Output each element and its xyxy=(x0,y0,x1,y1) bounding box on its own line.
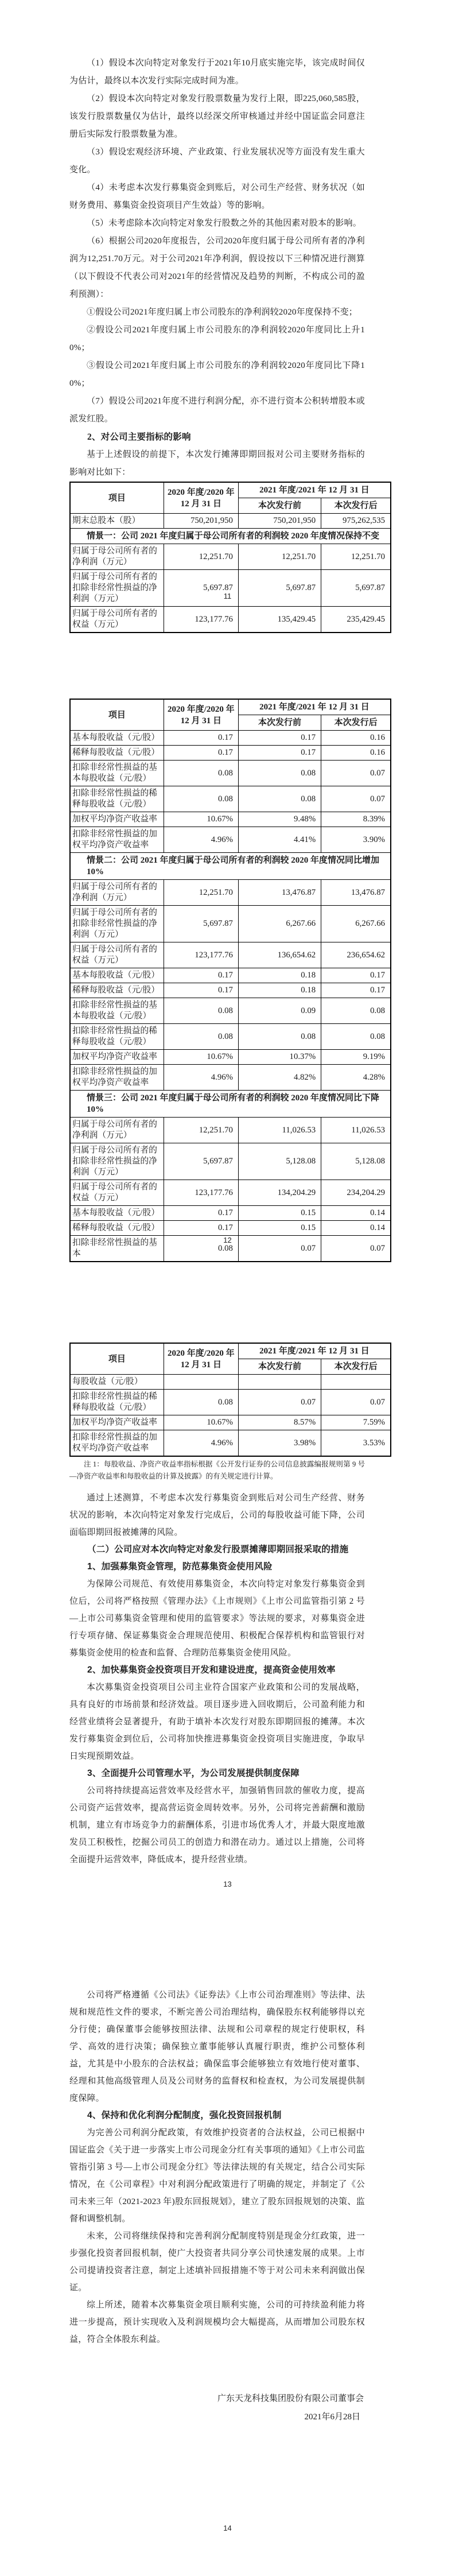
row-value: 123,177.76 xyxy=(164,942,238,968)
row-value: 12,251.70 xyxy=(238,544,321,570)
row-value: 13,476.87 xyxy=(238,880,321,906)
row-label: 基本每股收益（元/股） xyxy=(70,731,164,746)
row-value xyxy=(238,1375,321,1390)
row-value: 0.08 xyxy=(321,998,391,1024)
row-value: 0.17 xyxy=(164,1221,238,1236)
table-row xyxy=(70,812,391,827)
body-paragraph: （2）假设本次向特定对象发行股票数量为发行上限，即225,060,585股，该发行股票数量仅为估计，最终以经深交所审核通过并经中国证监会同意注册后实际发行股票数量为准。 xyxy=(69,94,365,139)
table-row xyxy=(70,544,391,570)
row-value: 0.18 xyxy=(238,983,321,998)
scenario-label: 情景二：公司 2021 年度归属于母公司所有者的利润较 2020 年度情况同比增加 10% xyxy=(70,853,391,880)
table-header-item: 项目 xyxy=(70,1343,164,1375)
table-header-before-issue: 本次发行前 xyxy=(238,498,321,514)
financial-indicators-table xyxy=(69,482,391,633)
row-label: 归属于母公司所有者的净利润（万元） xyxy=(70,1118,164,1143)
body-paragraph: 为完善公司利润分配政策，有效维护投资者的合法权益，公司已根据中国证监会《关于进一步落实上市公司现金分红有关事项的通知》《上市公司监管指引第 3 号—上市公司现金分红》等法律法规的有关规定，结合公司实际情况，在《公司章程》中对利润分配政策进行了明确的规定，并制定了《公司未来三年（2021-2023 年)股东回报规划》，建立了股东回报规划的决策、监督和调整机制。 xyxy=(69,2128,365,2224)
row-value: 7.59% xyxy=(321,1415,391,1430)
row-label: 稀释每股收益（元/股） xyxy=(70,746,164,761)
row-value: 8.39% xyxy=(321,812,391,827)
table-header-row xyxy=(70,699,391,715)
table-scenario-row xyxy=(70,529,391,544)
row-value: 0.08 xyxy=(321,1024,391,1050)
row-value: 0.07 xyxy=(238,1236,321,1262)
row-value: 5,697.87 xyxy=(164,906,238,942)
row-value: 234,204.29 xyxy=(321,1180,391,1206)
row-value: 4.41% xyxy=(238,827,321,853)
row-value: 12,251.70 xyxy=(164,1118,238,1143)
page-13 xyxy=(0,1288,455,1932)
row-value: 9.48% xyxy=(238,812,321,827)
table-header-2020: 2020 年度/2020 年 12 月 31 日 xyxy=(164,699,238,731)
table-header-after-issue: 本次发行后 xyxy=(321,1359,391,1375)
body-paragraph: 为保障公司规范、有效使用募集资金，本次向特定对象发行募集资金到位后，公司将严格按照《管理办法》《上市规则》《上市公司监管指引第 2 号—上市公司募集资金管理和使用的监管要求》等法规的要求，对募集资金进行专项存储、保证募集资金合理规范使用、积极配合保荐机构和监管银行对募集资金使用的检查和监督、合理防范募集资金使用风险。 xyxy=(69,1580,365,1658)
row-value: 136,654.62 xyxy=(238,942,321,968)
row-value: 3.90% xyxy=(321,827,391,853)
row-label: 稀释每股收益（元/股） xyxy=(70,1221,164,1236)
row-value: 6,267.66 xyxy=(321,906,391,942)
body-paragraph: ②假设公司2021年度归属上市公司股东的净利润较2020年度同比上升10%； xyxy=(69,325,365,352)
table-row xyxy=(70,1415,391,1430)
row-label: 归属于母公司所有者的扣除非经常性损益的净利润（万元） xyxy=(70,1143,164,1180)
table-row xyxy=(70,1375,391,1390)
table-row xyxy=(70,827,391,853)
row-value: 3.53% xyxy=(321,1430,391,1457)
row-value: 13,476.87 xyxy=(321,880,391,906)
body-paragraph: （1）假设本次向特定对象发行于2021年10月底实施完毕，该完成时间仅为估计，最终以本次发行实际完成时间为准。 xyxy=(69,59,365,86)
row-value: 0.08 xyxy=(164,1390,238,1415)
row-value: 8.57% xyxy=(238,1415,321,1430)
row-value: 4.96% xyxy=(164,1065,238,1091)
body-paragraph: 未来，公司将继续保持和完善利润分配制度特别是现金分红政策，进一步强化投资者回报机制，使广大投资者共同分享公司快速发展的成果。上市公司提请投资者注意，制定上述填补回报措施不等于对公司未来利润做出保证。 xyxy=(69,2232,365,2292)
page-12 xyxy=(0,644,455,1288)
table-header-after-issue: 本次发行后 xyxy=(321,715,391,731)
row-value: 0.17 xyxy=(321,983,391,998)
table-scenario-row xyxy=(70,1091,391,1118)
row-label: 稀释每股收益（元/股） xyxy=(70,983,164,998)
body-paragraph: ③假设公司2021年度归属上市公司股东的净利润较2020年度同比下降10%； xyxy=(69,361,365,388)
row-value: 5,128.08 xyxy=(321,1143,391,1180)
row-value xyxy=(321,1375,391,1390)
row-value: 0.16 xyxy=(321,731,391,746)
section-heading: 2、对公司主要指标的影响 xyxy=(87,432,191,442)
row-value: 0.17 xyxy=(321,968,391,983)
row-value: 10.67% xyxy=(164,1415,238,1430)
row-value: 0.08 xyxy=(238,761,321,786)
row-value: 5,697.87 xyxy=(238,570,321,607)
table-row xyxy=(70,942,391,968)
row-value: 0.15 xyxy=(238,1206,321,1221)
table-header-row xyxy=(70,1343,391,1359)
row-value: 10.67% xyxy=(164,1050,238,1065)
row-value: 123,177.76 xyxy=(164,1180,238,1206)
row-label: 基本每股收益（元/股） xyxy=(70,1206,164,1221)
row-value: 6,267.66 xyxy=(238,906,321,942)
row-value: 0.07 xyxy=(321,1390,391,1415)
page-11 xyxy=(0,0,455,644)
section-heading: 2、加快募集资金投资项目开发和建设进度，提高资金使用效率 xyxy=(87,1665,336,1675)
body-paragraph: 基于上述假设的前提下，本次发行摊薄即期回报对公司主要财务指标的影响对比如下： xyxy=(69,450,365,477)
page-number: 12 xyxy=(223,1236,232,1244)
table-row xyxy=(70,786,391,812)
page-number: 13 xyxy=(223,1880,232,1888)
row-label: 加权平均净资产收益率 xyxy=(70,1050,164,1065)
table-row xyxy=(70,1430,391,1457)
row-value: 0.17 xyxy=(238,746,321,761)
row-value: 0.07 xyxy=(321,1236,391,1262)
table-row xyxy=(70,570,391,607)
row-value: 750,201,950 xyxy=(164,514,238,529)
row-value: 0.07 xyxy=(321,786,391,812)
row-value: 10.67% xyxy=(164,812,238,827)
table-scenario-row xyxy=(70,853,391,880)
table-row xyxy=(70,906,391,942)
table-header-item: 项目 xyxy=(70,482,164,514)
row-value: 11,026.53 xyxy=(238,1118,321,1143)
table-row xyxy=(70,1118,391,1143)
table-row xyxy=(70,607,391,633)
page-14 xyxy=(0,1932,455,2576)
row-value: 0.17 xyxy=(164,968,238,983)
section-heading: 3、全面提升公司管理水平，为公司发展提供制度保障 xyxy=(87,1768,300,1778)
body-paragraph: 公司将严格遵循《公司法》《证券法》《上市公司治理准则》等法律、法规和规范性文件的要求，不断完善公司治理结构，确保股东权利能够得以充分行使；确保董事会能够按照法律、法规和公司章程的规定行使职权，科学、高效的进行决策；确保独立董事能够认真履行职责，维护公司整体利益，尤其是中小股东的合法权益；确保监事会能够独立有效地行使对董事、经理和其他高级管理人员及公司财务的监督权和检查权，为公司发展提供制度保障。 xyxy=(69,1991,365,2103)
scenario-label: 情景三：公司 2021 年度归属于母公司所有者的利润较 2020 年度情况同比下降 10% xyxy=(70,1091,391,1118)
section-heading: （二）公司应对本次向特定对象发行股票摊薄即期回报采取的措施 xyxy=(87,1545,349,1554)
section-heading: 4、保持和优化利润分配制度，强化投资回报机制 xyxy=(87,2111,282,2120)
row-value: 4.96% xyxy=(164,1430,238,1457)
row-value: 0.08 xyxy=(164,761,238,786)
body-paragraph: 通过上述测算，不考虑本次发行募集资金到账后对公司生产经营、财务状况的影响，本次向特定对象发行完成后，公司的每股收益可能下降，公司面临即期回报被摊薄的风险。 xyxy=(69,1493,365,1537)
row-value: 5,128.08 xyxy=(238,1143,321,1180)
body-paragraph: 本次募集资金投资项目公司主业符合国家产业政策和公司的发展战略，具有良好的市场前景和经济效益。项目逐步进入回收期后，公司盈利能力和经营业绩将会显著提升，有助于填补本次发行对股东即期回报的摊薄。本次发行募集资金到位后，公司将加快推进募集资金投资项目实施进度，争取早日实现预期效益。 xyxy=(69,1683,365,1761)
row-value: 12,251.70 xyxy=(164,544,238,570)
table-row xyxy=(70,1180,391,1206)
row-value: 236,654.62 xyxy=(321,942,391,968)
row-value: 0.17 xyxy=(164,1206,238,1221)
row-label: 扣除非经常性损益的加权平均净资产收益率 xyxy=(70,1430,164,1457)
row-label: 加权平均净资产收益率 xyxy=(70,812,164,827)
page-number: 14 xyxy=(223,2524,232,2532)
body-paragraph: 综上所述，随着本次募集资金项目顺利实施，公司的可持续盈利能力将进一步提高，预计实现收入及利润规模均会大幅提高，从而增加公司股东权益，符合全体股东利益。 xyxy=(69,2300,365,2344)
row-label: 扣除非经常性损益的基本 xyxy=(70,1236,164,1262)
row-label: 扣除非经常性损益的稀释每股收益（元/股） xyxy=(70,786,164,812)
table-row xyxy=(70,1221,391,1236)
signature-date: 2021年6月28日 xyxy=(304,2412,360,2422)
row-label: 扣除非经常性损益的加权平均净资产收益率 xyxy=(70,827,164,853)
row-label: 期末总股本（股） xyxy=(70,514,164,529)
row-value: 0.08 xyxy=(164,1024,238,1050)
body-paragraph: 公司将持续提高运营效率及经营水平，加强销售回款的催收力度，提高公司资产运营效率，提高营运资金周转效率。另外，公司将完善薪酬和激励机制，建立有市场竞争力的薪酬体系，引进市场优秀人才，并最大限度地激发员工积极性，挖掘公司员工的创造力和潜在动力。通过以上措施，公司将全面提升运营效率，降低成本，提升经营业绩。 xyxy=(69,1786,365,1864)
table-row xyxy=(70,1050,391,1065)
row-label: 扣除非经常性损益的稀释每股收益（元/股） xyxy=(70,1024,164,1050)
row-label: 扣除非经常性损益的基本每股收益（元/股） xyxy=(70,761,164,786)
row-value: 11,026.53 xyxy=(321,1118,391,1143)
row-value: 4.28% xyxy=(321,1065,391,1091)
scenario-label: 情景一：公司 2021 年度归属于母公司所有者的利润较 2020 年度情况保持不变 xyxy=(70,529,391,544)
body-paragraph: （6）根据公司2020年度报告，公司2020年度归属于母公司所有者的净利润为12,251.70万元。对于公司2021年净利润，假设按以下三种情况进行测算（以下假设不代表公司对2021年的经营情况及趋势的判断，不构成公司的盈利预测）： xyxy=(69,236,365,299)
row-value: 0.18 xyxy=(238,968,321,983)
financial-indicators-table xyxy=(69,1343,391,1457)
row-label: 每股收益（元/股） xyxy=(70,1375,164,1390)
row-value: 12,251.70 xyxy=(164,880,238,906)
row-value: 975,262,535 xyxy=(321,514,391,529)
row-value xyxy=(164,1375,238,1390)
table-row xyxy=(70,746,391,761)
section-heading: 1、加强募集资金管理，防范募集资金使用风险 xyxy=(87,1562,273,1572)
row-value: 0.08 xyxy=(164,998,238,1024)
row-label: 归属于母公司所有者的净利润（万元） xyxy=(70,544,164,570)
body-paragraph: （4）未考虑本次发行募集资金到账后，对公司生产经营、财务状况（如财务费用、募集资金投资项目产生效益）等的影响。 xyxy=(69,183,365,210)
row-value: 135,429.45 xyxy=(238,607,321,633)
body-paragraph: ①假设公司2021年度归属上市公司股东的净利润较2020年度保持不变； xyxy=(87,308,358,317)
table-row xyxy=(70,731,391,746)
row-label: 归属于母公司所有者的扣除非经常性损益的净利润（万元） xyxy=(70,906,164,942)
row-value: 0.08 xyxy=(238,1024,321,1050)
row-value: 0.08 xyxy=(164,786,238,812)
table-row xyxy=(70,880,391,906)
row-value: 235,429.45 xyxy=(321,607,391,633)
row-value: 4.96% xyxy=(164,827,238,853)
table-row xyxy=(70,514,391,529)
row-value: 750,201,950 xyxy=(238,514,321,529)
row-value: 0.08 xyxy=(238,786,321,812)
table-header-row xyxy=(70,482,391,498)
row-value: 10.37% xyxy=(238,1050,321,1065)
row-value: 0.17 xyxy=(164,983,238,998)
row-value: 5,697.87 xyxy=(164,1143,238,1180)
row-value: 0.17 xyxy=(238,731,321,746)
table-row xyxy=(70,1024,391,1050)
row-value: 0.15 xyxy=(238,1221,321,1236)
table-header-2020: 2020 年度/2020 年 12 月 31 日 xyxy=(164,1343,238,1375)
row-value: 0.14 xyxy=(321,1206,391,1221)
row-value: 0.16 xyxy=(321,746,391,761)
financial-indicators-table xyxy=(69,699,391,1262)
table-row xyxy=(70,1065,391,1091)
row-label: 归属于母公司所有者的权益（万元） xyxy=(70,607,164,633)
row-label: 扣除非经常性损益的基本每股收益（元/股） xyxy=(70,998,164,1024)
table-header-2021: 2021 年度/2021 年 12 月 31 日 xyxy=(238,482,391,498)
row-label: 扣除非经常性损益的稀释每股收益（元/股） xyxy=(70,1390,164,1415)
signature-company: 广东天龙科技集团股份有限公司董事会 xyxy=(217,2394,364,2403)
row-label: 归属于母公司所有者的权益（万元） xyxy=(70,942,164,968)
row-value: 0.08 xyxy=(164,1236,238,1262)
row-value: 9.19% xyxy=(321,1050,391,1065)
row-value: 134,204.29 xyxy=(238,1180,321,1206)
table-row xyxy=(70,1390,391,1415)
row-label: 基本每股收益（元/股） xyxy=(70,968,164,983)
row-value: 5,697.87 xyxy=(164,570,238,607)
table-row xyxy=(70,761,391,786)
page-number: 11 xyxy=(223,592,232,600)
row-value: 0.14 xyxy=(321,1221,391,1236)
table-row xyxy=(70,1206,391,1221)
table-header-2021: 2021 年度/2021 年 12 月 31 日 xyxy=(238,1343,391,1359)
table-row xyxy=(70,1143,391,1180)
row-label: 加权平均净资产收益率 xyxy=(70,1415,164,1430)
row-value: 3.98% xyxy=(238,1430,321,1457)
row-label: 归属于母公司所有者的净利润（万元） xyxy=(70,880,164,906)
body-paragraph: （5）未考虑除本次向特定对象发行股数之外的其他因素对股本的影响。 xyxy=(87,219,361,228)
table-header-item: 项目 xyxy=(70,699,164,731)
table-footnote: 注 1：每股收益、净资产收益率指标根据《公开发行证券的公司信息披露编报规则第 9 号—净资产收益率和每股收益的计算及披露》的有关规定进行计算。 xyxy=(69,1460,365,1480)
table-row xyxy=(70,968,391,983)
table-header-2020: 2020 年度/2020 年 12 月 31 日 xyxy=(164,482,238,514)
row-value: 0.17 xyxy=(164,746,238,761)
table-header-2021: 2021 年度/2021 年 12 月 31 日 xyxy=(238,699,391,715)
row-label: 归属于母公司所有者的权益（万元） xyxy=(70,1180,164,1206)
table-row xyxy=(70,983,391,998)
body-paragraph: （7）假设公司2021年度不进行利润分配，亦不进行资本公积转增股本或派发红股。 xyxy=(69,397,365,424)
row-value: 0.07 xyxy=(321,761,391,786)
row-value: 4.82% xyxy=(238,1065,321,1091)
table-header-after-issue: 本次发行后 xyxy=(321,498,391,514)
table-header-before-issue: 本次发行前 xyxy=(238,1359,321,1375)
row-value: 0.17 xyxy=(164,731,238,746)
row-label: 扣除非经常性损益的加权平均净资产收益率 xyxy=(70,1065,164,1091)
row-value: 0.09 xyxy=(238,998,321,1024)
row-value: 123,177.76 xyxy=(164,607,238,633)
table-row xyxy=(70,998,391,1024)
row-label: 归属于母公司所有者的扣除非经常性损益的净利润（万元） xyxy=(70,570,164,607)
row-value: 0.07 xyxy=(238,1390,321,1415)
row-value: 12,251.70 xyxy=(321,544,391,570)
body-paragraph: （3）假设宏观经济环境、产业政策、行业发展状况等方面没有发生重大变化。 xyxy=(69,148,365,174)
row-value: 5,697.87 xyxy=(321,570,391,607)
table-header-before-issue: 本次发行前 xyxy=(238,715,321,731)
